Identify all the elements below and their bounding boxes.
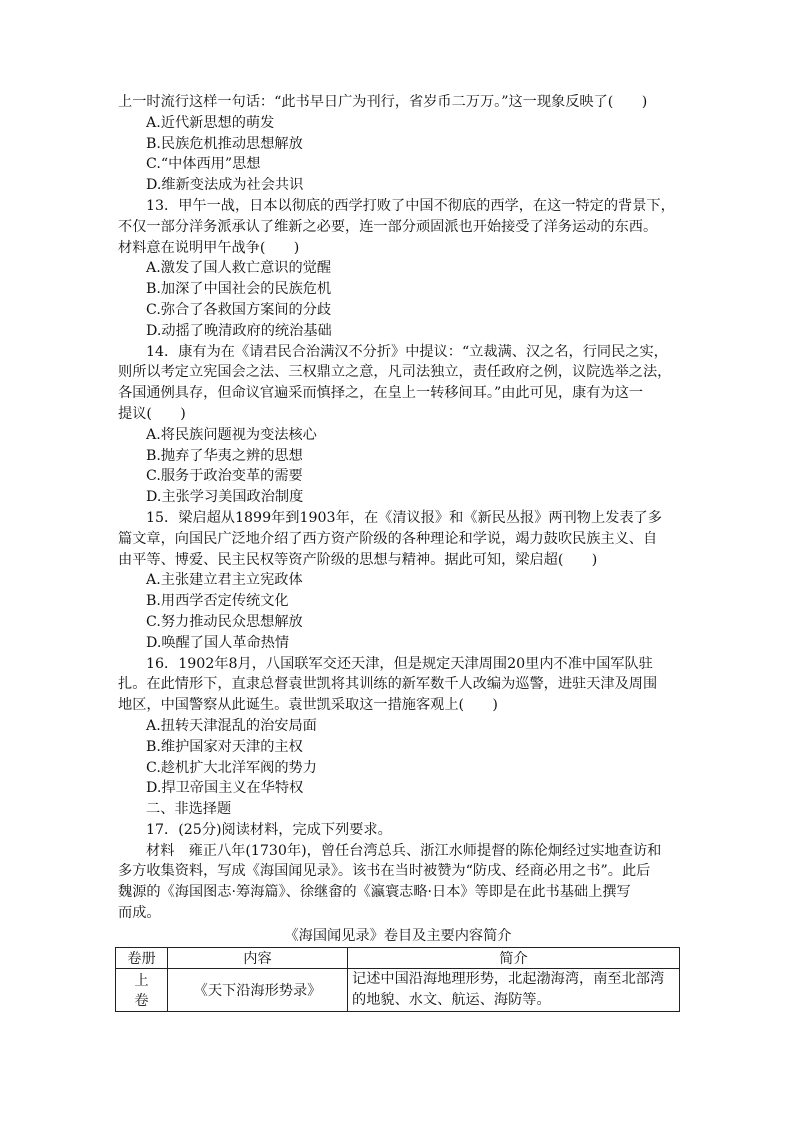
answer-option-line: B.抛弃了华夷之辨的思想	[146, 447, 303, 464]
answer-option-line: B.加深了中国社会的民族危机	[146, 281, 332, 298]
document-body	[118, 92, 678, 1012]
content-table	[115, 947, 680, 1012]
table-cell-volume	[116, 968, 168, 1011]
answer-option-line: A.近代新思想的萌发	[146, 114, 275, 131]
answer-option-line: D.捍卫帝国主义在华特权	[146, 780, 304, 797]
answer-option-line: D.维新变法成为社会共识	[146, 177, 304, 194]
table-cell-intro	[348, 968, 680, 1011]
text-line: 14．康有为在《请君民合治满汉不分折》中提议：“立裁满、汉之名，行同民之实，	[146, 343, 668, 360]
answer-option-line: A.扭转天津混乱的治安局面	[146, 717, 317, 734]
text-line: 材料意在说明甲午战争( )	[118, 239, 300, 256]
table-header-content: 内容	[168, 947, 348, 968]
intro-line: 的地貌、水文、航运、海防等。	[352, 991, 551, 1008]
text-line: 魏源的《海国图志·筹海篇》、徐继畲的《瀛寰志略·日本》等即是在此书基础上撰写	[118, 884, 631, 901]
answer-option-line: B.用西学否定传统文化	[146, 593, 289, 610]
text-line: 二、非选择题	[146, 801, 232, 818]
text-line: 扎。在此情形下，直隶总督袁世凯将其训练的新军数千人改编为巡警，进驻天津及周围	[118, 676, 658, 693]
table-cell-content: 《天下沿海形势录》	[168, 968, 348, 1011]
text-line: 而成。	[118, 905, 161, 922]
text-line: 地区，中国警察从此诞生。袁世凯采取这一措施客观上( )	[118, 697, 498, 714]
text-line: 16．1902年8月，八国联军交还天津，但是规定天津周围20里内不准中国军队驻	[146, 655, 653, 672]
answer-option-line: C.服务于政治变革的需要	[146, 468, 303, 485]
answer-option-line: C.趁机扩大北洋军阀的势力	[146, 759, 317, 776]
volume-line: 卷	[134, 992, 149, 1009]
text-line: 15．梁启超从1899年到1903年，在《清议报》和《新民丛报》两刊物上发表了多	[146, 509, 662, 526]
text-line: 各国通例具存，但命议官遍采而慎择之，在皇上一转移间耳。”由此可见，康有为这一	[118, 385, 644, 402]
answer-option-line: A.激发了国人救亡意识的觉醒	[146, 260, 332, 277]
table-header-intro: 简介	[348, 947, 680, 968]
answer-option-line: D.主张学习美国政治制度	[146, 489, 304, 506]
text-line: 多方收集资料，写成《海国闻见录》。该书在当时被赞为“防戌、经商必用之书”。此后	[118, 863, 651, 880]
table-header-volume: 卷册	[116, 947, 168, 968]
question-text-block	[118, 92, 678, 924]
answer-option-line: C.“中体西用”思想	[146, 156, 261, 173]
table-row	[116, 968, 680, 1011]
volume-line: 上	[134, 972, 149, 989]
answer-option-line: D.唤醒了国人革命热情	[146, 634, 290, 651]
text-line: 13．甲午一战，日本以彻底的西学打败了中国不彻底的西学，在这一特定的背景下，	[146, 197, 675, 214]
text-line: 17．(25分)阅读材料，完成下列要求。	[146, 821, 392, 838]
text-line: 篇文章，向国民广泛地介绍了西方资产阶级的各种理论和学说，竭力鼓吹民族主义、自	[118, 530, 658, 547]
answer-option-line: D.动摇了晚清政府的统治基础	[146, 322, 332, 339]
answer-option-line: C.弥合了各救国方案间的分歧	[146, 301, 332, 318]
table-caption: 《海国闻见录》卷目及主要内容简介	[284, 927, 512, 944]
text-line: 由平等、博爱、民主民权等资产阶级的思想与精神。据此可知，梁启超( )	[118, 551, 598, 568]
text-line: 上一时流行这样一句话：“此书早日广为刊行，省岁币二万万。”这一现象反映了( )	[118, 94, 648, 110]
answer-option-line: A.将民族问题视为变法核心	[146, 426, 317, 443]
answer-option-line: B.维护国家对天津的主权	[146, 738, 303, 755]
intro-line: 记述中国沿海地理形势，北起渤海湾，南至北部湾	[352, 970, 665, 987]
answer-option-line: B.民族危机推动思想解放	[146, 135, 303, 152]
text-line: 不仅一部分洋务派承认了维新之必要，连一部分顽固派也开始接受了洋务运动的东西。	[118, 218, 658, 235]
text-line: 材料 雍正八年(1730年)，曾任台湾总兵、浙江水师提督的陈伦炯经过实地查访和	[146, 842, 662, 859]
text-line: 则所以考定立宪国会之法、三权鼎立之意，凡司法独立，责任政府之例，议院选举之法，	[118, 364, 672, 381]
answer-option-line: A.主张建立君主立宪政体	[146, 572, 303, 589]
table-header-row	[116, 947, 680, 968]
text-line: 提议( )	[118, 405, 186, 422]
answer-option-line: C.努力推动民众思想解放	[146, 613, 303, 630]
